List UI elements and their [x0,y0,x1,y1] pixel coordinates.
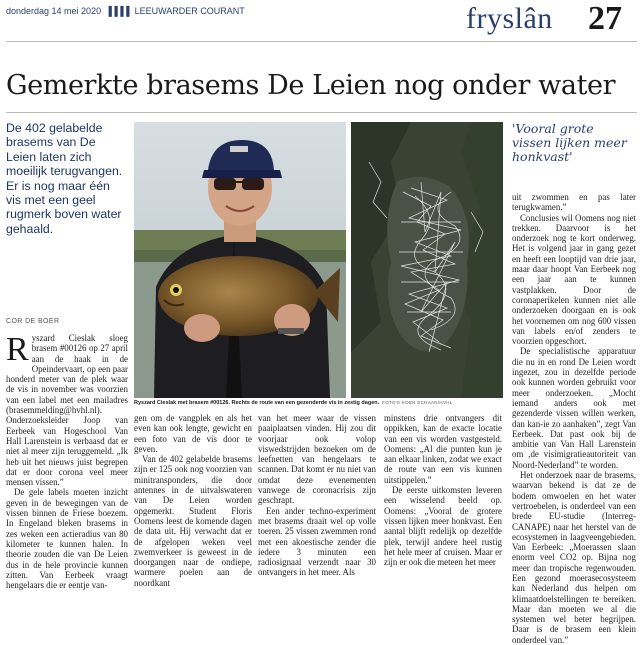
paragraph: minstens drie ontvangers dit oppikken, kan de exacte locatie van een vis worden vastgesteld. Oomens: „Al die punten kun je aan elkaar linken, zodat we exact de route van een vis kunnen uitstippelen.” [384,413,502,485]
paragraph: De gele labels moeten inzicht geven in de bewegingen van de vissen binnen de Friese boezem. In Engeland bleken brasems in zes weken een actieradius van 80 kilometer te kunnen halen. In theorie zouden die van De Leien dus in de hele provincie kunnen zitten. Van Eerbeek vraagt hengelaars die er eentje van- [6,487,128,591]
paragraph: Conclusies wil Oomens nog niet trekken. Daarvoor is het onderzoek nog te kort onderweg. Het is volgend jaar in gang gezet en heeft een looptijd van drie jaar, maar daar hoopt Van Eerbeek nog een jaar aan te kunnen vastplakken. Door de coronaperikelen kunnen niet alle onderzoeken doorgaan en is ook het voornemen om nog 600 vissen van labels en/of zenders te voorzien opgeschort. [512,212,636,347]
photo-credit: FOTO'S KOEN SCHAAN/HVHL [382,400,453,405]
article-column-5 [512,192,636,645]
intro-lead: De 402 gelabelde brasems van De Leien laten zich moeilijk terugvangen. Er is nog maar één vis met een geel rugmerk boven water gehaald. [6,121,123,236]
paragraph: De specialistische apparatuur die nu in en rond De Leien wordt ingezet, zou in dezelfde periode ook kunnen worden gebruikt voor meer onderzoeken. „Mocht iemand anders ook met gezenderde vissen willen werken, dan kan-ie zo aanhaken”, zegt Van Eerbeek. Dat past ook bij de ambitie van Van Hall Larenstein om ,de visimigratieautoriteit van Noord-Nederland” te worden. [512,346,636,470]
paragraph: gen om de vangplek en als het even kan ook lengte, gewicht en een foto van de vis door te geven. [134,413,252,454]
fish-route-map [351,122,503,398]
photo-caption [134,400,504,406]
paragraph [6,333,128,487]
masthead-date-line [6,6,245,16]
article-column-3 [258,413,376,578]
paragraph-text: yszard Cieslak sloeg brasem #00126 op 27 april aan de haak in de Opeindervaart, op een paar honderd meter van de plek waar de vis in november was voorzien van een label met een mailadres (brasemmelding@hvhl.nl). Onderzoeksleider Joop van Eerbeek van Hogeschool Van Hall Larenstein is verbaasd dat er niet al meer zijn teruggemeld. „Ik heb uit het nieuws juist begrepen dat er door corona veel meer mensen vissen.” [6,333,128,488]
top-rule [6,41,637,42]
paragraph: Een ander techno-experiment met brasems draait wel op volle toeren. 25 vissen zwemmen rond met een akoestische zender die iedere 3 minuten een radiosignaal verzendt naar 30 ontvangers in het meer. Als [258,505,376,578]
page-number: 27 [588,0,622,37]
paragraph: uit zwommen en pas later terugkwamen.” [512,192,636,213]
issue-date: donderdag 14 mei 2020 [6,6,102,16]
angler-illustration [134,122,346,398]
paragraph: Van de 402 gelabelde brasems zijn er 125 ook nog voorzien van minitransponders, die door antennes in de uitvalswateren van De Leien worden opgemerkt. Student Floris Oomens leest de komende dagen de data uit. Hij verwacht dat er de afgelopen weken veel zwemverkeer is geweest in de doorgangen naar de ondiepe, warmere poelen aan de noordkant [134,454,252,588]
pull-quote: 'Vooral grote vissen lijken meer honkvast' [512,121,627,164]
article-column-1 [6,333,128,590]
section-title: fryslân [466,2,553,35]
headline-rule [6,112,637,113]
paragraph: De eerste uitkomsten leveren een wisselend beeld op. Oomens: „Vooral de grotere vissen lijken meer honkvast. Een aantal blijft redelijk op dezelfde plek, terwijl andere heel rustig het hele meer af cruisen. Maar er zijn er ook die meteen het meer [384,485,502,568]
paragraph: Het onderzoek naar de brasems, waarvan bekend is dat ze de bodem omwoelen en het water vertroebelen, is onderdeel van een brede EU-studie (Interreg-CANAPE) naar het herstel van de ecosystemen in laagveengebieden. Van Eerbeek: „Moerassen slaan enorm veel CO2 op. Bijna nog meer dan tropische regenwouden. Een gezond moerasecosysteem kan Nederland dus helpen om klimaatdoelstellingen te bereiken. Maar dan moeten we al die systemen wel beter begrijpen. Daar is de brasem een klein onderdeel van.” [512,470,636,645]
byline: COR DE BOER [6,318,60,325]
article-column-4 [384,413,502,567]
caption-text: Ryszard Cieslak met brasem #00126. Rechts de route van een gezenderde vis in zestig dagen. [134,400,380,406]
headline: Gemerkte brasems De Leien nog onder water [6,70,616,101]
paragraph: van het meer waar de vissen paaiplaatsen vinden. Hij zou dit voorjaar ook volop viswedstrijden bezoeken om de leefnetten van hengelaars te scannen. Dat komt er nu niet van omdat deze evenementen vanwege de coronacrisis zijn geschrapt. [258,413,376,506]
article-column-2 [134,413,252,588]
drop-cap: R [6,331,29,368]
angler-photo [134,122,346,398]
paper-mark-icon: ▌▌▌▌ [108,6,133,16]
paper-name: LEEUWARDER COURANT [134,6,245,16]
route-map-illustration [351,122,503,398]
